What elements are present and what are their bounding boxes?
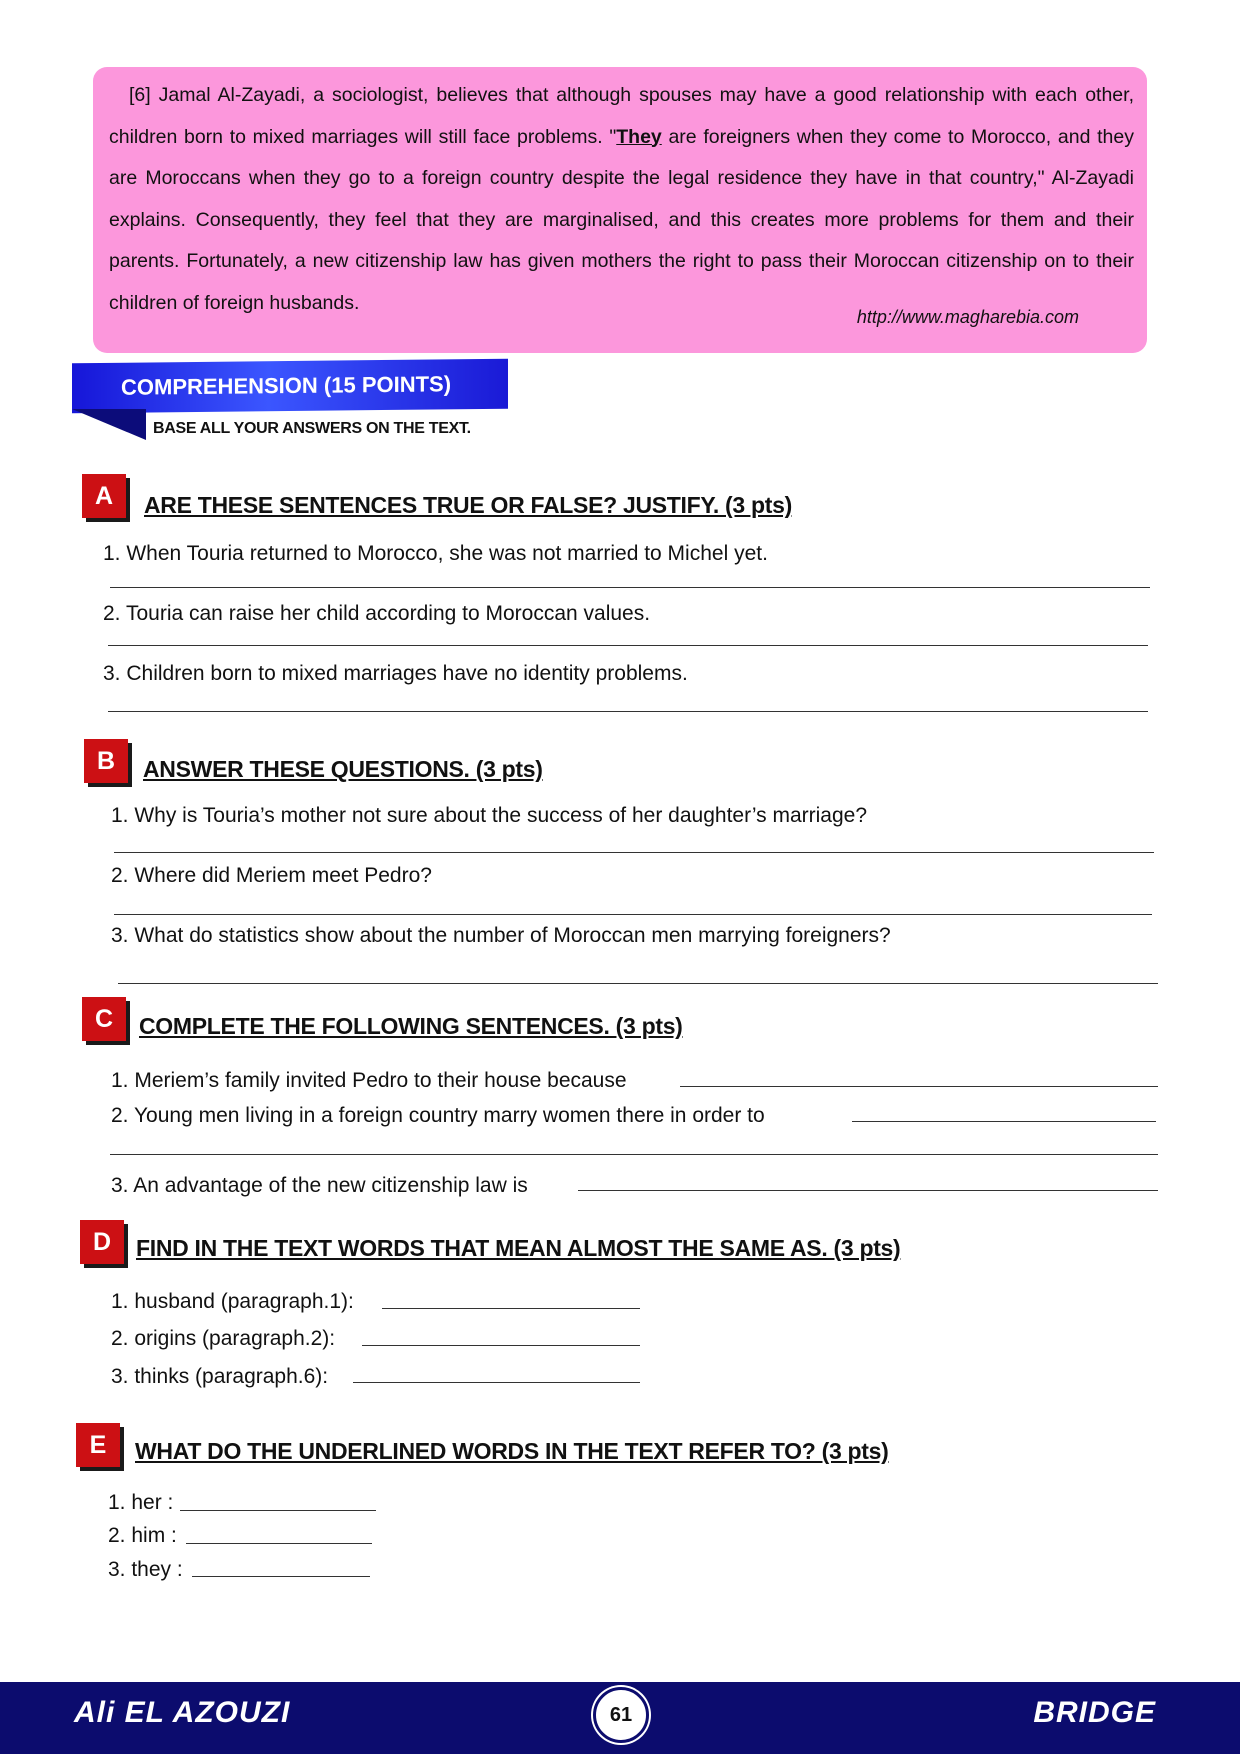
answer-line[interactable]	[114, 914, 1152, 915]
section-b-item-3: 3. What do statistics show about the number of Moroccan men marrying foreigners?	[111, 924, 891, 947]
page-number: 61	[593, 1687, 649, 1743]
fill-in-line[interactable]	[852, 1121, 1156, 1122]
section-c-item-3: 3. An advantage of the new citizenship law is	[111, 1174, 528, 1197]
passage-box	[93, 67, 1147, 353]
section-e-item-3: 3. they :	[108, 1558, 183, 1581]
section-e-item-2: 2. him :	[108, 1524, 177, 1547]
fill-in-line[interactable]	[353, 1382, 640, 1383]
section-c-item-1: 1. Meriem’s family invited Pedro to their house because	[111, 1069, 627, 1092]
section-b-item-2: 2. Where did Meriem meet Pedro?	[111, 864, 432, 887]
section-d-badge: D	[80, 1220, 124, 1264]
section-e-badge: E	[76, 1423, 120, 1467]
section-d-item-1: 1. husband (paragraph.1):	[111, 1290, 354, 1313]
section-e-item-1: 1. her :	[108, 1491, 174, 1514]
section-b-title: ANSWER THESE QUESTIONS. (3 pts)	[143, 756, 543, 782]
passage-paragraph: [6] Jamal Al-Zayadi, a sociologist, believes that although spouses may have a good relationship with each other, children born to mixed marriages will still face problems. "They are foreigners when they come to Morocco, and they are Moroccans when they go to a foreign country despite the legal residence they have in that country," Al-Zayadi explains. Consequently, they feel that they are marginalised, and this creates more problems for them and their parents. Fortunately, a new citizenship law has given mothers the right to pass their Moroccan citizenship on to their children of foreign husbands.	[109, 84, 1134, 314]
fill-in-line[interactable]	[362, 1345, 640, 1346]
answer-line[interactable]	[110, 1154, 1158, 1155]
underlined-word-they: They	[616, 125, 662, 148]
section-c-title: COMPLETE THE FOLLOWING SENTENCES. (3 pts)	[139, 1013, 683, 1039]
answer-line[interactable]	[108, 645, 1148, 646]
section-b-badge: B	[84, 739, 128, 783]
fill-in-line[interactable]	[186, 1543, 372, 1544]
answer-line[interactable]	[114, 852, 1154, 853]
section-a-item-1: 1. When Touria returned to Morocco, she was not married to Michel yet.	[103, 542, 768, 565]
section-d-item-2: 2. origins (paragraph.2):	[111, 1327, 336, 1350]
comprehension-banner: COMPREHENSION (15 POINTS)	[72, 359, 508, 414]
section-a-item-2: 2. Touria can raise her child according to Moroccan values.	[103, 602, 651, 625]
page-footer	[0, 1682, 1240, 1754]
section-d-title: FIND IN THE TEXT WORDS THAT MEAN ALMOST THE SAME AS. (3 pts)	[136, 1235, 901, 1261]
banner-fold	[72, 409, 146, 440]
fill-in-line[interactable]	[578, 1190, 1158, 1191]
footer-author: Ali EL AZOUZI	[74, 1696, 291, 1729]
fill-in-line[interactable]	[382, 1308, 640, 1309]
answer-line[interactable]	[108, 711, 1148, 712]
section-c-item-2: 2. Young men living in a foreign country marry women there in order to	[111, 1104, 765, 1127]
fill-in-line[interactable]	[180, 1510, 376, 1511]
section-d-item-3: 3. thinks (paragraph.6):	[111, 1365, 329, 1388]
section-a-badge: A	[82, 474, 126, 518]
section-a-title: ARE THESE SENTENCES TRUE OR FALSE? JUSTIFY. (3 pts)	[144, 492, 792, 518]
section-a-item-3: 3. Children born to mixed marriages have no identity problems.	[103, 662, 688, 685]
section-b-item-1: 1. Why is Touria’s mother not sure about the success of her daughter’s marriage?	[111, 804, 868, 827]
comprehension-subtitle: BASE ALL YOUR ANSWERS ON THE TEXT.	[153, 420, 471, 437]
answer-line[interactable]	[110, 587, 1150, 588]
section-e-title: WHAT DO THE UNDERLINED WORDS IN THE TEXT REFER TO? (3 pts)	[135, 1438, 889, 1464]
footer-book-title: BRIDGE	[1033, 1696, 1156, 1729]
fill-in-line[interactable]	[192, 1576, 370, 1577]
answer-line[interactable]	[118, 983, 1158, 984]
passage-source: http://www.magharebia.com	[856, 307, 1079, 327]
section-c-badge: C	[82, 997, 126, 1041]
fill-in-line[interactable]	[680, 1086, 1158, 1087]
